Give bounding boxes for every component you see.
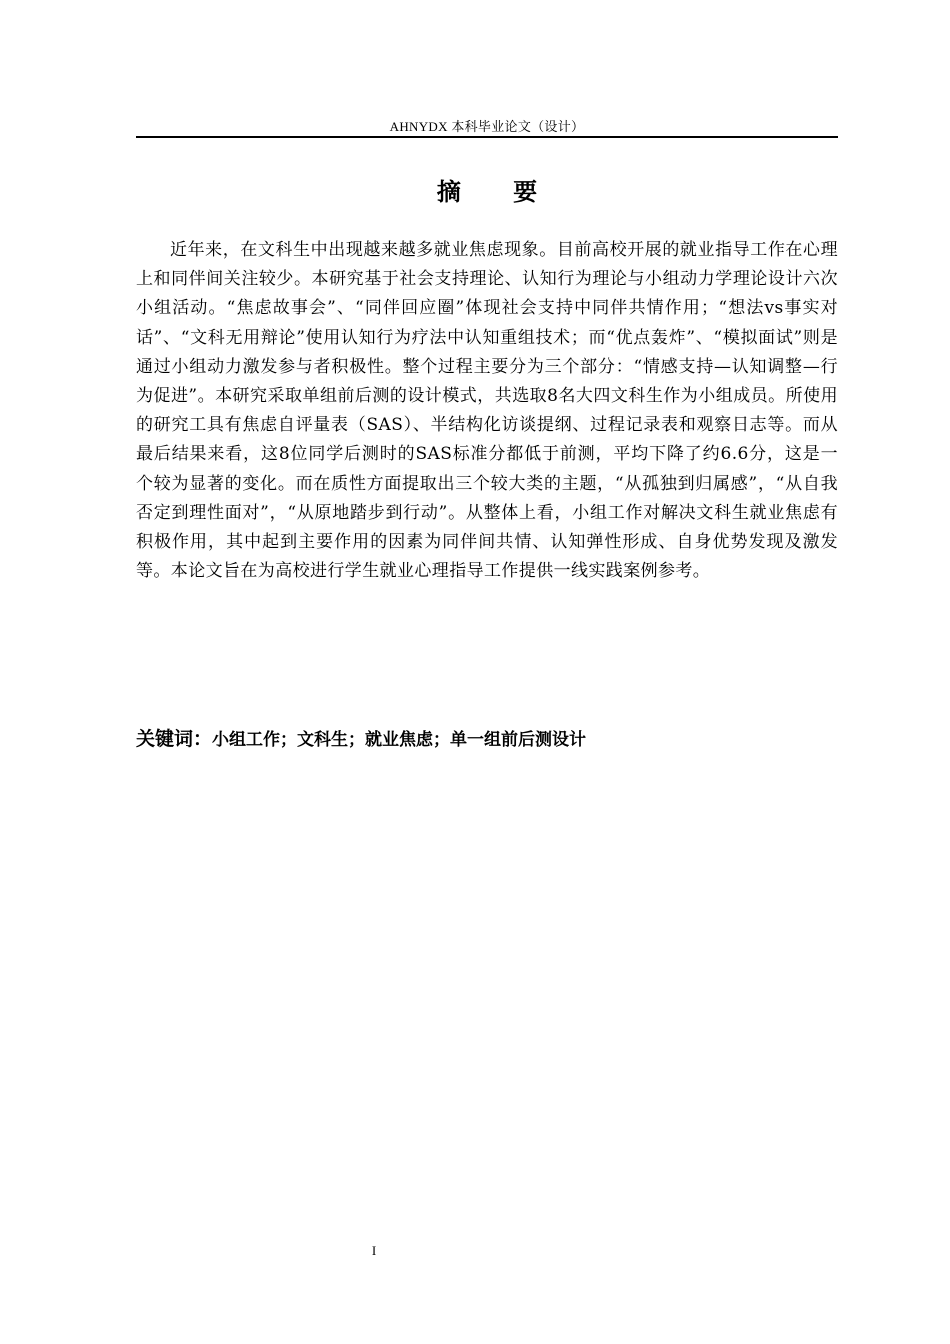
page-number: I [371,1243,377,1258]
running-header: AHNYDX 本科毕业论文（设计） [389,119,585,134]
keywords-text: 小组工作；文科生；就业焦虑；单一组前后测设计 [212,730,587,750]
abstract-title: 摘 要 [436,178,560,206]
keywords-line [136,724,838,751]
abstract-paragraph: 近年来，在文科生中出现越来越多就业焦虑现象。目前高校开展的就业指导工作在心理上和同伴间关注较少。本研究基于社会支持理论、认知行为理论与小组动力学理论设计六次小组活动。“焦虑故事会”、“同伴回应圈”体现社会支持中同伴共情作用；“想法vs事实对话”、“文科无用辩论”使用认知行为疗法中认知重组技术；而“优点轰炸”、“模拟面试”则是通过小组动力激发参与者积极性。整个过程主要分为三个部分：“情感支持—认知调整—行为促进”。本研究采取单组前后测的设计模式，共选取8名大四文科生作为小组成员。所使用的研究工具有焦虑自评量表（SAS）、半结构化访谈提纲、过程记录表和观察日志等。而从最后结果来看，这8位同学后测时的SAS标准分都低于前测，平均下降了约6.6分，这是一个较为显著的变化。而在质性方面提取出三个较大类的主题，“从孤独到归属感”，“从自我否定到理性面对”，“从原地踏步到行动”。从整体上看，小组工作对解决文科生就业焦虑有积极作用，其中起到主要作用的因素为同伴间共情、认知弹性形成、自身优势发现及激发等。本论文旨在为高校进行学生就业心理指导工作提供一线实践案例参考。 [136,240,838,582]
keywords-label: 关键词： [136,728,213,750]
header-rule [136,136,838,138]
